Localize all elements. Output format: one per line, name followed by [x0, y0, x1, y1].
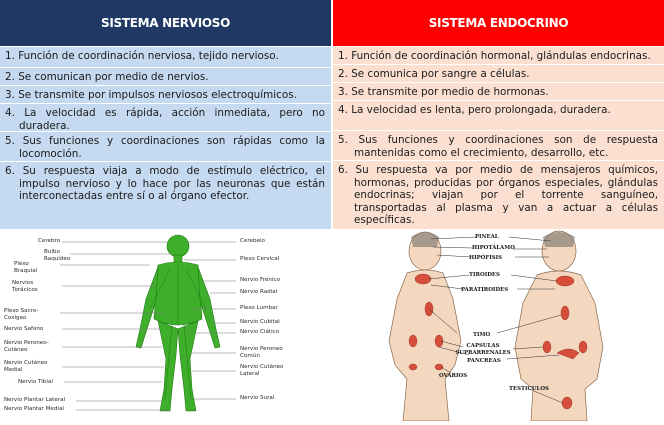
label-nervios-toracicos: Nervios Torácicos	[12, 280, 38, 293]
label-nervio-sural: Nervio Sural	[240, 395, 275, 401]
nervous-system-header: SISTEMA NERVIOSO	[0, 0, 331, 46]
label-nervio-frenico: Nervio Frénico	[240, 277, 281, 283]
endocrine-system-figure	[333, 229, 664, 421]
endocrine-row-5: 5. Sus funciones y coordinaciones son de respuesta mantenidas como el crecimiento, desarrollo, etc.	[333, 131, 664, 160]
nervous-system-column	[0, 0, 331, 421]
endocrine-system-header: SISTEMA ENDOCRINO	[333, 0, 664, 46]
label-timo: TIMO	[473, 332, 491, 338]
label-testiculos: TESTICULOS	[509, 386, 549, 392]
label-plantar-lateral: Nervio Plantar Lateral	[4, 397, 66, 403]
endocrine-row-4: 4. La velocidad es lenta, pero prolongada, duradera.	[333, 101, 664, 130]
label-nervio-peroneo-comun: Nervio Peroneo Común	[240, 346, 283, 359]
label-capsulas-suprarrenales: CAPSULAS SUPRARRENALES	[455, 343, 511, 356]
endocrine-row-2: 2. Se comunica por sangre a células.	[333, 65, 664, 82]
label-hipotalamo: HIPOTÁLAMO	[472, 245, 515, 251]
label-pineal: PINEAL	[475, 234, 499, 240]
label-cerebelo: Cerebelo	[240, 238, 265, 244]
label-cerebro: Cerebro	[38, 238, 61, 244]
label-plantar-medial: Nervio Plantar Medial	[4, 406, 64, 412]
endocrine-row-1: 1. Función de coordinación hormonal, glándulas endocrinas.	[333, 47, 664, 64]
label-hipofisis: HIPÓFISIS	[469, 255, 503, 261]
label-tiroides: TIROIDES	[469, 272, 500, 278]
nervous-system-figure	[0, 229, 331, 421]
label-ovarios: OVARIOS	[439, 373, 468, 379]
endocrine-row-3: 3. Se transmite por medio de hormonas.	[333, 83, 664, 100]
nervous-row-3: 3. Se transmite por impulsos nerviosos electroquímicos.	[0, 86, 331, 103]
label-plexo-braquial: Plexo Braquial	[14, 261, 38, 274]
label-nervio-peroneo-cutaneo: Nervio Peroneo-Cutáneo	[4, 340, 49, 353]
nervous-row-4: 4. La velocidad es rápida, acción inmediata, pero no duradera.	[0, 104, 331, 131]
nervous-row-2: 2. Se comunican por medio de nervios.	[0, 68, 331, 85]
label-bulbo: Bulbo Raquídeo	[44, 249, 71, 262]
nervous-row-1: 1. Función de coordinación nerviosa, tejido nervioso.	[0, 47, 331, 67]
label-nervio-cubital: Nervio Cubital	[240, 319, 280, 325]
label-nervio-radial: Nervio Radial	[240, 289, 278, 295]
label-plexo-lumbar: Plexo Lumbar	[240, 305, 278, 311]
label-nervio-tibial: Nervio Tibial	[18, 379, 53, 385]
label-nervio-cutaneo-lateral: Nervio Cutáneo Lateral	[240, 364, 284, 377]
label-nervio-cutaneo-medial: Nervio Cutáneo Medial	[4, 360, 48, 373]
label-pancreas: PANCREAS	[467, 358, 501, 364]
endocrine-system-column	[333, 0, 664, 421]
label-nervio-safeno: Nervio Safeno	[4, 326, 44, 332]
endocrine-row-6: 6. Su respuesta va por medio de mensajeros químicos, hormonas, producidas por órganos especiales, glándulas endocrinas; viajan por el torrente sanguíneo, transportadas al plasma y van a actuar a células específicas.	[333, 161, 664, 229]
label-plexo-sacro: Plexo Sacro-Coxígeo	[4, 308, 39, 321]
label-nervio-ciatico: Nervio Ciático	[240, 329, 280, 335]
nervous-row-5: 5. Sus funciones y coordinaciones son rápidas como la locomoción.	[0, 132, 331, 161]
label-paratiroides: PARATIROIDES	[461, 287, 509, 293]
label-plexo-cervical: Plexo Cervical	[240, 256, 280, 262]
nervous-row-6: 6. Su respuesta viaja a modo de estímulo eléctrico, el impulso nervioso y lo hace por las neuronas que están interconectadas entre sí o al órgano efector.	[0, 162, 331, 229]
